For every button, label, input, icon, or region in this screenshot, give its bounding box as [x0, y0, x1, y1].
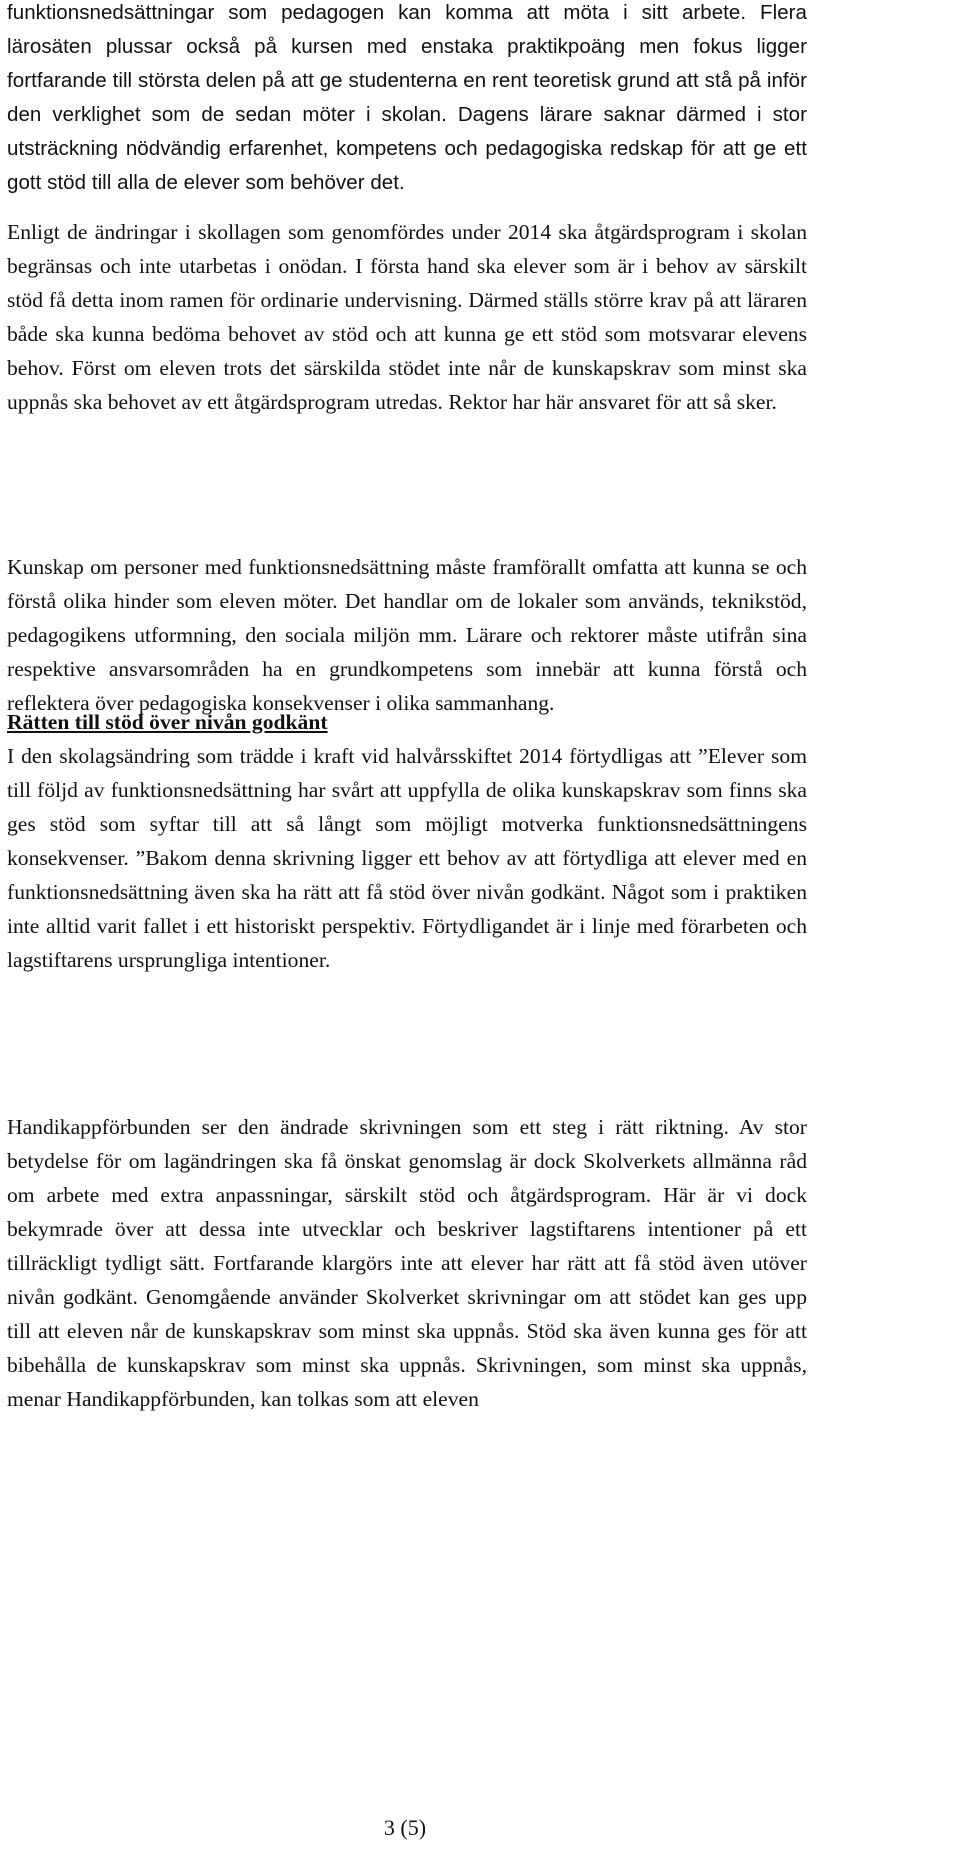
paragraph-right-to-support: I den skolagsändring som trädde i kraft vid halvårsskiftet 2014 förtydligas att ”Elever som till följd av funktionsnedsättning har svårt att uppfylla de olika kunskapskrav som finns ska ges stöd som syftar till att så långt som möjligt motverka funktionsnedsättningens konsekvenser. ”Bakom denna skrivning ligger ett behov av att förtydliga att elever med en funktionsnedsättning även ska ha rätt att få stöd över nivån godkänt. Något som i praktiken inte alltid varit fallet i ett historiskt perspektiv. Förtydligandet är i linje med förarbeten och lagstiftarens ursprungliga intentioner.: [7, 744, 807, 972]
paragraph-school-law-changes: Enligt de ändringar i skollagen som genomfördes under 2014 ska åtgärdsprogram i skolan begränsas och inte utarbetas i onödan. I första hand ska elever som är i behov av särskilt stöd få detta inom ramen för ordinarie undervisning. Därmed ställs större krav på att läraren både ska kunna bedöma behovet av stöd och att kunna ge ett stöd som motsvarar elevens behov. Först om eleven trots det särskilda stödet inte når de kunskapskrav som minst ska uppnås ska behovet av ett åtgärdsprogram utredas. Rektor har här ansvaret för att så sker.: [7, 220, 807, 414]
paragraph-disability-federations: Handikappförbunden ser den ändrade skrivningen som ett steg i rätt riktning. Av stor betydelse för om lagändringen ska få önskat genomslag är dock Skolverkets allmänna råd om arbete med extra anpassningar, särskilt stöd och åtgärdsprogram. Här är vi dock bekymrade över att dessa inte utvecklar och beskriver lagstiftarens intentioner på ett tillräckligt tydligt sätt. Fortfarande klargörs inte att elever har rätt att få stöd även utöver nivån godkänt. Genomgående använder Skolverket skrivningar om att stödet kan ges upp till att eleven når de kunskapskrav som minst ska uppnås. Stöd ska även kunna ges för att bibehålla de kunskapskrav som minst ska uppnås. Skrivningen, som minst ska uppnås, menar Handikappförbunden, kan tolkas som att eleven: [7, 1115, 807, 1411]
paragraph-knowledge-requirements: Kunskap om personer med funktionsnedsättning måste framförallt omfatta att kunna se och förstå olika hinder som eleven möter. Det handlar om de lokaler som används, teknikstöd, pedagogikens utformning, den sociala miljön mm. Lärare och rektorer måste utifrån sina respektive ansvarsområden ha en grundkompetens som innebär att kunna förstå och reflektera över pedagogiska konsekvenser i olika sammanhang.: [7, 555, 807, 715]
section-heading: Rätten till stöd över nivån godkänt: [7, 710, 328, 734]
page-number: 3 (5): [383, 1815, 427, 1840]
paragraph-teacher-education: funktionsnedsättningar som pedagogen kan komma att möta i sitt arbete. Flera lärosäten plussar också på kursen med enstaka praktikpoäng men fokus ligger fortfarande till största delen på att ge studenterna en rent teoretisk grund att stå på inför den verklighet som de sedan möter i skolan. Dagens lärare saknar därmed i stor utsträckning nödvändig erfarenhet, kompetens och pedagogiska redskap för att ge ett gott stöd till alla de elever som behöver det.: [7, 1, 807, 194]
